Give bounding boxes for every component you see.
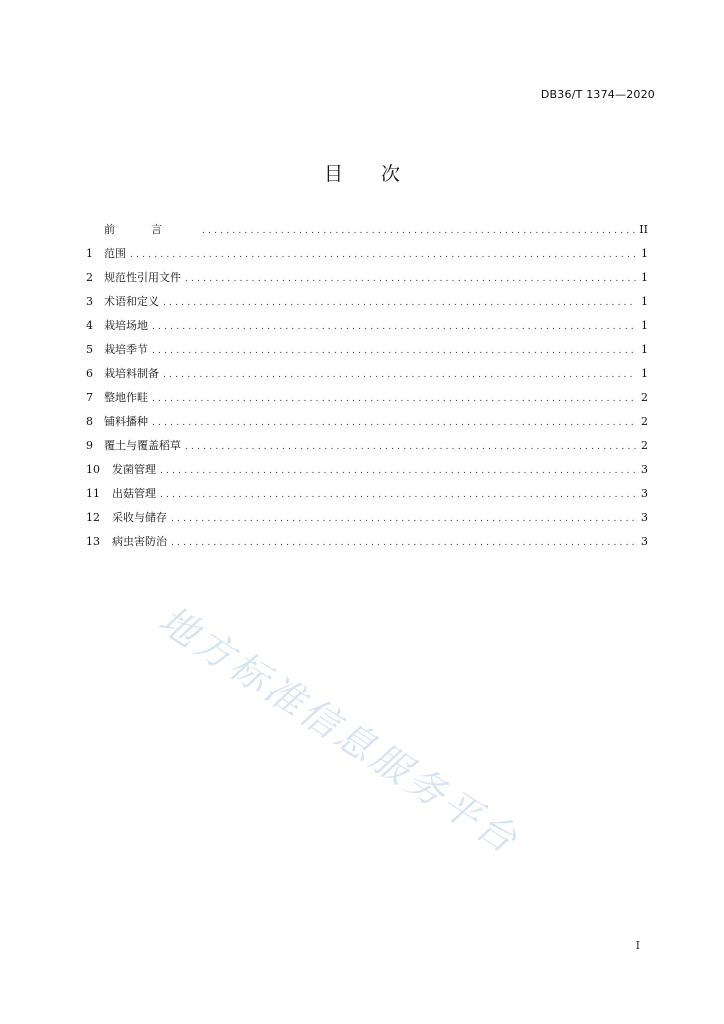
toc-entry-number: 4 [86,319,93,332]
toc-entry-number: 12 [86,511,100,524]
toc-entry-number: 10 [86,463,100,476]
toc-leader-dots [171,507,636,530]
table-of-contents [86,218,648,554]
toc-entry-page: II [639,223,648,236]
toc-entry-number: 7 [86,391,93,404]
toc-entry-label: 栽培季节 [104,343,148,356]
toc-entry[interactable] [86,266,648,290]
toc-entry-number: 13 [86,535,100,548]
toc-entry-page: 1 [641,343,648,356]
toc-entry-number: 5 [86,343,93,356]
page-number: I [635,939,640,952]
toc-entry-number: 2 [86,271,93,284]
toc-entry-number: 6 [86,367,93,380]
toc-entry[interactable] [86,434,648,458]
toc-entry[interactable] [86,506,648,530]
toc-entry-number: 3 [86,295,93,308]
toc-entry-number: 8 [86,415,93,428]
toc-entry-label: 铺料播种 [104,415,148,428]
toc-leader-dots [152,387,636,410]
toc-entry-page: 3 [641,463,648,476]
toc-entry-label: 覆土与覆盖稻草 [104,439,181,452]
toc-leader-dots [152,315,636,338]
toc-entry-page: 3 [641,535,648,548]
toc-entry-page: 1 [641,295,648,308]
toc-entry[interactable] [86,386,648,410]
toc-leader-dots [130,243,636,266]
toc-leader-dots [185,267,636,290]
watermark-text: 地方标准信息服务平台 [151,597,528,864]
toc-entry-page: 2 [641,439,648,452]
toc-entry-label: 整地作畦 [104,391,148,404]
toc-entry-label: 规范性引用文件 [104,271,181,284]
standard-code: DB36/T 1374—2020 [540,88,655,101]
toc-entry[interactable] [86,362,648,386]
toc-entry[interactable] [86,242,648,266]
toc-entry-label: 出菇管理 [112,487,156,500]
toc-leader-dots [160,459,636,482]
toc-leader-dots [152,339,636,362]
page-title: 目次 [323,163,438,185]
toc-entry-label: 采收与储存 [112,511,167,524]
toc-entry-page: 1 [641,319,648,332]
toc-entry-page: 2 [641,415,648,428]
toc-entry-page: 3 [641,511,648,524]
toc-entry[interactable] [86,314,648,338]
toc-entry[interactable] [86,530,648,554]
toc-entry-page: 1 [641,247,648,260]
toc-entry-label: 栽培料制备 [104,367,159,380]
toc-entry-page: 1 [641,367,648,380]
toc-entry-label: 病虫害防治 [112,535,167,548]
toc-entry[interactable] [86,410,648,434]
toc-entry-page: 1 [641,271,648,284]
toc-entry-number: 1 [86,247,93,260]
toc-leader-dots [202,219,635,242]
toc-entry[interactable] [86,458,648,482]
toc-entry-label: 前言 [104,223,198,236]
toc-entry-label: 术语和定义 [104,295,159,308]
toc-entry-number: 11 [86,487,100,500]
toc-leader-dots [160,483,636,506]
toc-entry[interactable] [86,218,648,242]
toc-entry-label: 发菌管理 [112,463,156,476]
toc-entry-page: 2 [641,391,648,404]
toc-entry[interactable] [86,482,648,506]
toc-entry-number: 9 [86,439,93,452]
toc-entry[interactable] [86,338,648,362]
toc-leader-dots [185,435,636,458]
toc-leader-dots [152,411,636,434]
toc-entry-page: 3 [641,487,648,500]
toc-leader-dots [163,363,636,386]
toc-leader-dots [171,531,636,554]
toc-entry[interactable] [86,290,648,314]
toc-entry-label: 范围 [104,247,126,260]
toc-leader-dots [163,291,636,314]
toc-entry-label: 栽培场地 [104,319,148,332]
